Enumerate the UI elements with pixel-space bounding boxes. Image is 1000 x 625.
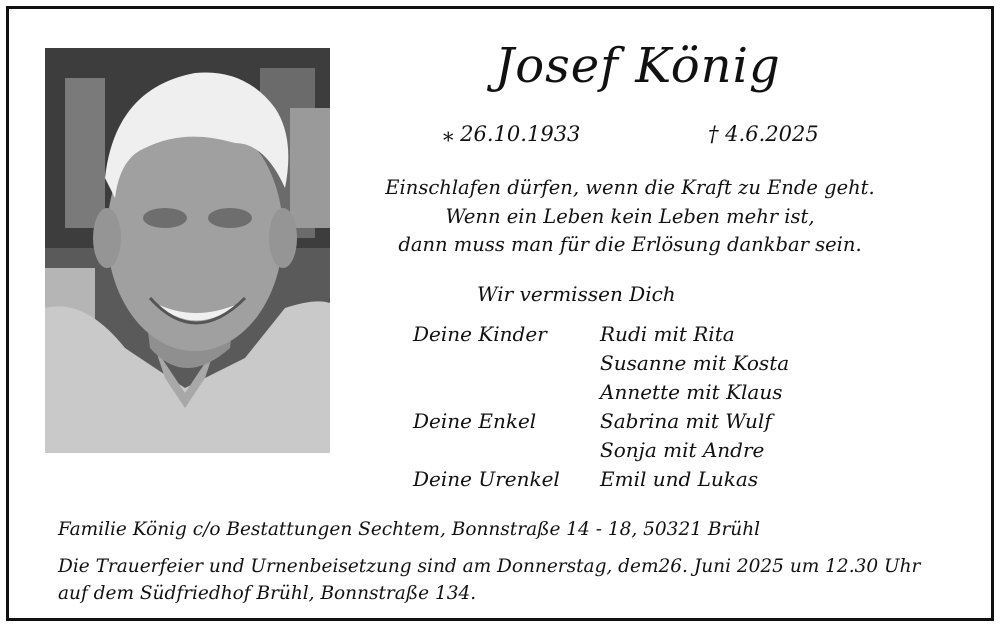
- family-name: Sonja mit Andre: [600, 438, 765, 462]
- family-address: Familie König c/o Bestattungen Sechtem, Bonnstraße 14 - 18, 50321 Brühl: [58, 519, 761, 540]
- birth-date: ⁎ 26.10.1933: [443, 122, 581, 146]
- family-name: Emil und Lukas: [600, 467, 759, 491]
- verse-line: Einschlafen dürfen, wenn die Kraft zu Ende geht.: [385, 176, 875, 199]
- family-name: Sabrina mit Wulf: [600, 409, 772, 433]
- family-name: Susanne mit Kosta: [600, 351, 790, 375]
- ceremony-line: auf dem Südfriedhof Brühl, Bonnstraße 134.: [58, 583, 477, 604]
- verse-line: Wenn ein Leben kein Leben mehr ist,: [445, 204, 815, 228]
- family-label-great-grandchildren: Deine Urenkel: [413, 467, 560, 491]
- ceremony-line: Die Trauerfeier und Urnenbeisetzung sind am Donnerstag, dem26. Juni 2025 um 12.30 Uhr: [58, 556, 921, 577]
- death-date: † 4.6.2025: [708, 122, 819, 146]
- memorial-verse: [360, 174, 900, 260]
- family-name: Annette mit Klaus: [600, 380, 783, 404]
- family-label-children: Deine Kinder: [413, 322, 547, 346]
- miss-line: Wir vermissen Dich: [477, 282, 676, 306]
- verse-line: dann muss man für die Erlösung dankbar sein.: [398, 233, 862, 256]
- family-name: Rudi mit Rita: [600, 322, 735, 346]
- deceased-name: Josef König: [495, 38, 781, 94]
- family-label-grandchildren: Deine Enkel: [413, 409, 537, 433]
- portrait-photo: [45, 48, 330, 453]
